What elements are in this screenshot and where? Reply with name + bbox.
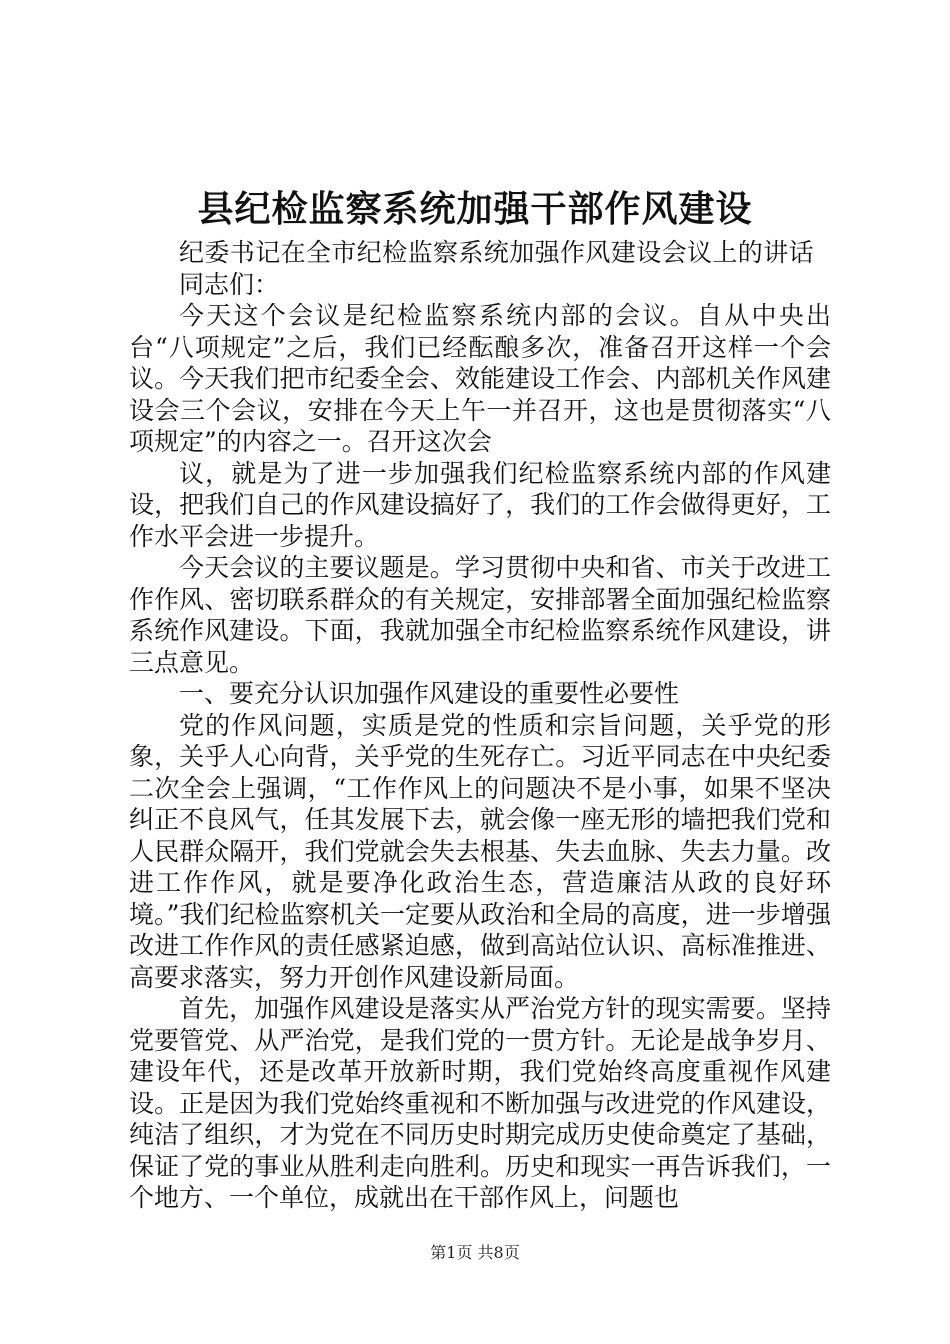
paragraph-subtitle: 纪委书记在全市纪检监察系统加强作风建设会议上的讲话: [179, 238, 815, 267]
paragraph: 议，就是为了进一步加强我们纪检监察系统内部的作风建设，把我们自己的作风建设搞好了，我们的工作会做得更好，工作水平会进一步提升。: [129, 458, 831, 551]
document-title: 县纪检监察系统加强干部作风建设: [197, 188, 753, 230]
paragraph: 今天这个会议是纪检监察系统内部的会议。自从中央出台“八项规定”之后，我们已经酝酿多次，准备召开这样一个会议。今天我们把市纪委全会、效能建设工作会、内部机关作风建设会三个会议，安排在今天上午一并召开，这也是贯彻落实“八项规定”的内容之一。召开这次会: [129, 301, 831, 456]
paragraph: 首先，加强作风建设是落实从严治党方针的现实需要。坚持党要管党、从严治党，是我们党的一贯方针。无论是战争岁月、建设年代，还是改革开放新时期，我们党始终高度重视作风建设。正是因为我们党始终重视和不断加强与改进党的作风建设，纯洁了组织，才为党在不同历史时期完成历史使命奠定了基础，保证了党的事业从胜利走向胜利。历史和现实一再告诉我们，一个地方、一个单位，成就出在干部作风上，问题也: [129, 994, 831, 1212]
document-body: [129, 237, 831, 1214]
paragraph-salutation: 同志们：: [179, 269, 280, 299]
page-footer: 第1页 共8页: [430, 1243, 520, 1262]
paragraph: 今天会议的主要议题是。学习贯彻中央和省、市关于改进工作作风、密切联系群众的有关规定，安排部署全面加强纪检监察系统作风建设。下面，我就加强全市纪检监察系统作风建设，讲三点意见。: [129, 553, 831, 677]
paragraph: 党的作风问题，实质是党的性质和宗旨问题，关乎党的形象，关乎人心向背，关乎党的生死存亡。习近平同志在中央纪委二次全会上强调，“工作作风上的问题决不是小事，如果不坚决纠正不良风气，任其发展下去，就会像一座无形的墙把我们党和人民群众隔开，我们党就会失去根基、失去血脉、失去力量。改进工作作风，就是要净化政治生态，营造廉洁从政的良好环境。”我们纪检监察机关一定要从政治和全局的高度，进一步增强改进工作作风的责任感紧迫感，做到高站位认识、高标准推进、高要求落实，努力开创作风建设新局面。: [129, 710, 831, 992]
section-heading: 一、要充分认识加强作风建设的重要性必要性: [179, 679, 680, 708]
